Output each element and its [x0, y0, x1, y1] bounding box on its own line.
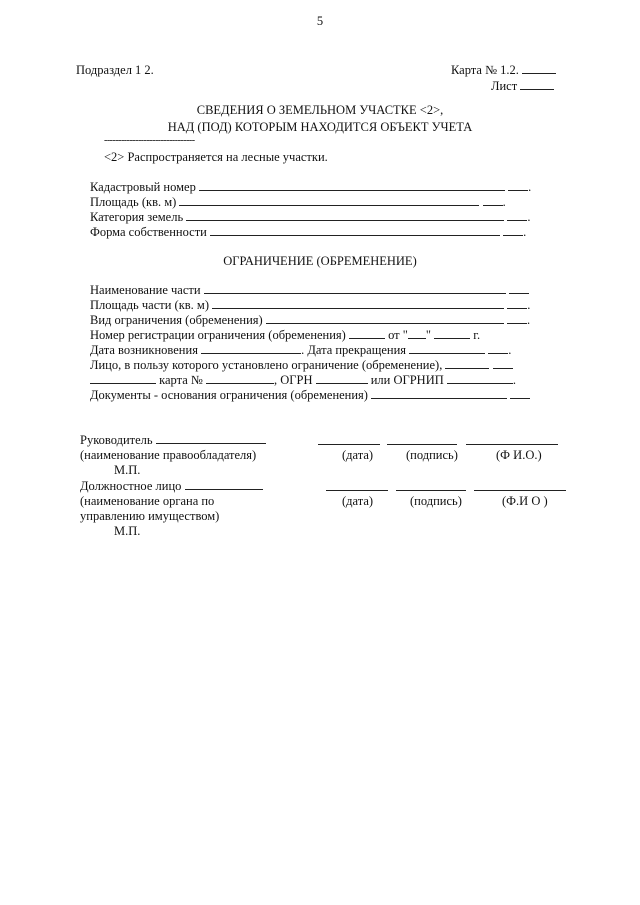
head-signature-field[interactable]	[387, 434, 457, 445]
sheet-label: Лист	[491, 79, 518, 93]
part-area-label: Площадь части (кв. м)	[90, 298, 209, 312]
reg-number-field[interactable]	[349, 328, 385, 339]
reg-day-field[interactable]	[408, 328, 426, 339]
kind-field-2[interactable]	[507, 313, 527, 324]
kind-row: Вид ограничения (обременения) .	[90, 313, 531, 327]
head-date-label: (дата)	[342, 448, 374, 462]
dates-row: Дата возникновения . Дата прекращения .	[90, 343, 512, 357]
part-name-row	[90, 283, 529, 298]
ownership-field[interactable]	[210, 225, 500, 236]
head-note: (наименование правообладателя)	[80, 448, 257, 462]
footnote-separator: --------------------------------	[104, 135, 195, 146]
card-number-field[interactable]	[522, 63, 556, 74]
area-field-2[interactable]	[483, 195, 503, 206]
reg-month-field[interactable]	[434, 328, 470, 339]
beneficiary-label: Лицо, в пользу которого установлено ограничение (обременение),	[90, 358, 443, 372]
head-signature-label: (подпись)	[406, 448, 458, 462]
official-note-1: (наименование органа по	[80, 494, 215, 508]
beneficiary-row	[90, 358, 513, 373]
end-date-label: . Дата прекращения	[301, 343, 407, 357]
head-fio-field[interactable]	[466, 434, 558, 445]
sheet-field[interactable]	[520, 79, 554, 90]
beneficiary-name-field[interactable]	[90, 373, 156, 384]
cadastral-label: Кадастровый номер	[90, 180, 196, 194]
sheet-row	[491, 79, 554, 94]
beneficiary-field-2[interactable]	[493, 358, 513, 369]
official-row	[80, 479, 263, 494]
part-name-field-2[interactable]	[509, 283, 529, 294]
part-name-label: Наименование части	[90, 283, 201, 297]
page-number: 5	[316, 14, 324, 28]
official-fio-field[interactable]	[474, 480, 566, 491]
kind-field[interactable]	[266, 313, 504, 324]
part-area-field-2[interactable]	[507, 298, 527, 309]
reg-number-row: Номер регистрации ограничения (обременения) от " " г.	[90, 328, 481, 342]
title-line-1: СВЕДЕНИЯ О ЗЕМЕЛЬНОМ УЧАСТКЕ <2>,	[196, 103, 444, 117]
card-no-label: карта №	[159, 373, 203, 387]
restriction-heading: ОГРАНИЧЕНИЕ (ОБРЕМЕНЕНИЕ)	[223, 254, 417, 268]
official-date-field[interactable]	[326, 480, 388, 491]
documents-field-2[interactable]	[510, 388, 530, 399]
head-fio-label: (Ф И.О.)	[496, 448, 542, 462]
start-date-label: Дата возникновения	[90, 343, 198, 357]
category-field-2[interactable]	[507, 210, 527, 221]
area-row: Площадь (кв. м) .	[90, 195, 506, 209]
footnote: <2> Распространяется на лесные участки.	[104, 150, 328, 164]
ownership-field-2[interactable]	[503, 225, 523, 236]
head-name-field[interactable]	[156, 433, 266, 444]
head-label: Руководитель	[80, 433, 153, 447]
ogrn-label: , ОГРН	[273, 373, 313, 387]
subsection-label: Подраздел 1 2.	[76, 63, 154, 77]
start-date-field[interactable]	[201, 343, 301, 354]
head-row	[80, 433, 266, 448]
seal-place-1: М.П.	[114, 463, 141, 477]
category-field[interactable]	[186, 210, 504, 221]
ogrnip-field[interactable]	[447, 373, 513, 384]
reg-number-label: Номер регистрации ограничения (обременения)	[90, 328, 346, 342]
head-date-field[interactable]	[318, 434, 380, 445]
official-signature-field[interactable]	[396, 480, 466, 491]
card-ogrn-row: карта № , ОГРН или ОГРНИП .	[90, 373, 516, 388]
cadastral-row: Кадастровый номер .	[90, 180, 532, 194]
end-date-field[interactable]	[409, 343, 485, 354]
card-no-field[interactable]	[206, 373, 274, 384]
documents-field[interactable]	[371, 388, 507, 399]
official-label: Должностное лицо	[80, 479, 182, 493]
documents-row	[90, 388, 530, 403]
area-field[interactable]	[179, 195, 479, 206]
official-fio-label: (Ф.И О )	[502, 494, 548, 508]
official-name-field[interactable]	[185, 479, 263, 490]
ogrn-field[interactable]	[316, 373, 368, 384]
part-area-row: Площадь части (кв. м) .	[90, 298, 531, 312]
ogrnip-label: или ОГРНИП	[370, 373, 444, 387]
end-date-field-2[interactable]	[488, 343, 508, 354]
official-note-2: управлению имуществом)	[80, 509, 220, 523]
documents-label: Документы - основания ограничения (обременения)	[90, 388, 368, 402]
cadastral-field-2[interactable]	[508, 180, 528, 191]
ownership-row: Форма собственности .	[90, 225, 527, 239]
area-label: Площадь (кв. м)	[90, 195, 177, 209]
category-label: Категория земель	[90, 210, 184, 224]
part-name-field[interactable]	[204, 283, 506, 294]
seal-place-2: М.П.	[114, 524, 141, 538]
title-line-2: НАД (ПОД) КОТОРЫМ НАХОДИТСЯ ОБЪЕКТ УЧЕТА	[167, 120, 473, 134]
cadastral-field[interactable]	[199, 180, 505, 191]
part-area-field[interactable]	[212, 298, 504, 309]
card-number-row	[451, 63, 556, 78]
beneficiary-field[interactable]	[445, 358, 489, 369]
official-date-label: (дата)	[342, 494, 374, 508]
card-number-label: Карта № 1.2.	[451, 63, 519, 77]
official-signature-label: (подпись)	[410, 494, 462, 508]
kind-label: Вид ограничения (обременения)	[90, 313, 263, 327]
category-row: Категория земель .	[90, 210, 531, 224]
ownership-label: Форма собственности	[90, 225, 207, 239]
